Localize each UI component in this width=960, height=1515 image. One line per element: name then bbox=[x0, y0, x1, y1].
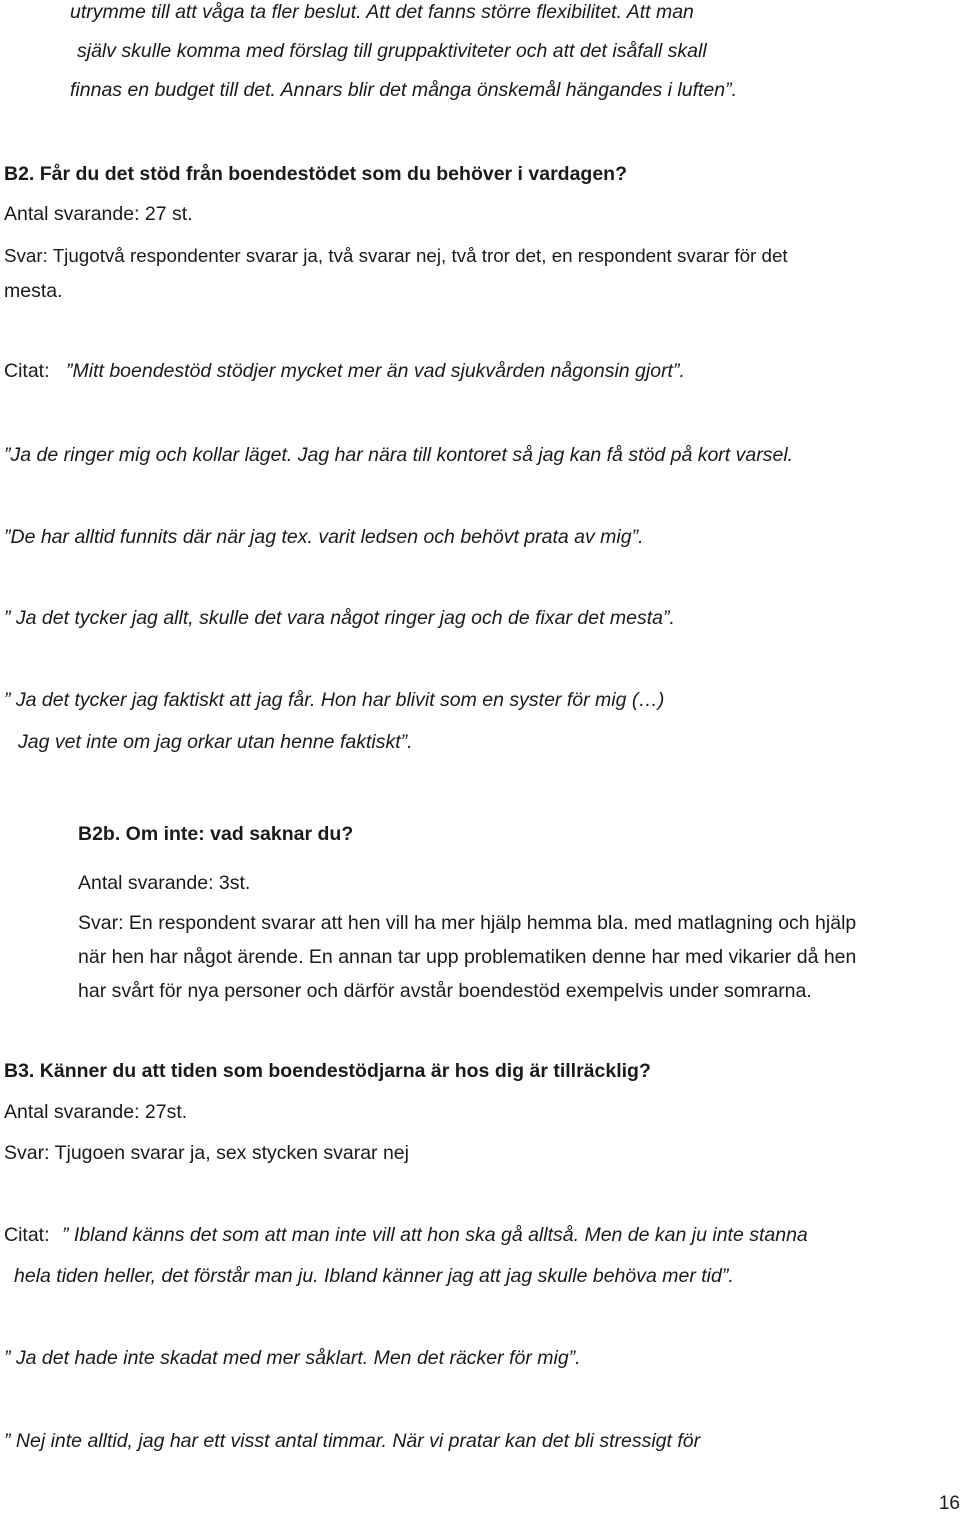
b2-quote: ”Mitt boendestöd stödjer mycket mer än vad sjukvården någonsin gjort”. bbox=[66, 360, 685, 382]
b2b-answer-line: Svar: En respondent svarar att hen vill ha mer hjälp hemma bla. med matlagning och hjälp bbox=[78, 912, 857, 934]
b2-quote: ” Ja det tycker jag allt, skulle det vara något ringer jag och de fixar det mesta”. bbox=[4, 607, 675, 629]
b2-citat-label: Citat: bbox=[4, 360, 50, 382]
b2b-respondent-count: Antal svarande: 3st. bbox=[78, 872, 251, 894]
b2b-heading: B2b. Om inte: vad saknar du? bbox=[78, 823, 354, 845]
intro-quote-line: själv skulle komma med förslag till gruppaktiviteter och att det isåfall skall bbox=[77, 40, 707, 62]
b2-answer-line: mesta. bbox=[4, 280, 63, 302]
b3-respondent-count: Antal svarande: 27st. bbox=[4, 1101, 188, 1123]
intro-quote-line: utrymme till att våga ta fler beslut. Att det fanns större flexibilitet. Att man bbox=[70, 1, 694, 23]
b3-quote: ” Nej inte alltid, jag har ett visst antal timmar. När vi pratar kan det bli stressigt för bbox=[4, 1430, 701, 1452]
page-number: 16 bbox=[938, 1493, 960, 1514]
b2-quote: ”De har alltid funnits där när jag tex. varit ledsen och behövt prata av mig”. bbox=[4, 526, 644, 548]
b2-answer-line: Svar: Tjugotvå respondenter svarar ja, två svarar nej, två tror det, en respondent svarar för det bbox=[4, 245, 788, 266]
b2-heading: B2. Får du det stöd från boendestödet som du behöver i vardagen? bbox=[4, 163, 628, 185]
b2-respondent-count: Antal svarande: 27 st. bbox=[4, 203, 193, 225]
b3-quote: ” Ja det hade inte skadat med mer såklart. Men det räcker för mig”. bbox=[4, 1347, 581, 1369]
intro-quote-line: finnas en budget till det. Annars blir det många önskemål hängandes i luften”. bbox=[70, 79, 738, 101]
b2b-answer-line: har svårt för nya personer och därför avstår boendestöd exempelvis under somrarna. bbox=[78, 980, 812, 1002]
b3-quote: hela tiden heller, det förstår man ju. Ibland känner jag att jag skulle behöva mer tid”. bbox=[14, 1265, 734, 1287]
b2-quote: ” Ja det tycker jag faktiskt att jag får. Hon har blivit som en syster för mig (…) bbox=[4, 689, 665, 711]
b2b-answer-line: när hen har något ärende. En annan tar upp problematiken denne har med vikarier då hen bbox=[78, 946, 857, 968]
b3-quote: ” Ibland känns det som att man inte vill att hon ska gå alltså. Men de kan ju inte stanna bbox=[62, 1224, 808, 1246]
b3-citat-label: Citat: bbox=[4, 1224, 50, 1246]
b2-quote: Jag vet inte om jag orkar utan henne faktiskt”. bbox=[18, 731, 413, 753]
b2-quote: ”Ja de ringer mig och kollar läget. Jag har nära till kontoret så jag kan få stöd på kort varsel. bbox=[4, 444, 794, 466]
b3-heading: B3. Känner du att tiden som boendestödjarna är hos dig är tillräcklig? bbox=[4, 1060, 651, 1082]
b3-answer: Svar: Tjugoen svarar ja, sex stycken svarar nej bbox=[4, 1142, 409, 1164]
